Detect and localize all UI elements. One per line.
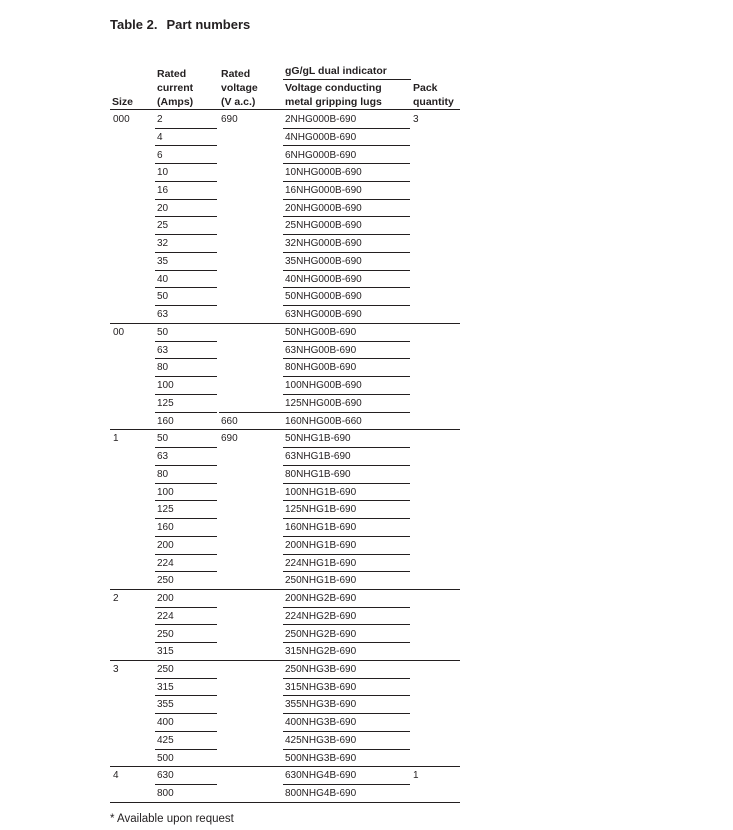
cell-rated-current: 63 xyxy=(157,451,169,463)
cell-part-number: 125NHG1B-690 xyxy=(285,504,357,516)
cell-part-number: 63NHG000B-690 xyxy=(285,309,362,321)
header-indicator-group xyxy=(285,64,387,78)
cell-rated-current: 80 xyxy=(157,468,169,480)
cell-rated-current: 35 xyxy=(157,255,169,267)
cell-part-number: 50NHG1B-690 xyxy=(285,433,351,445)
cell-rated-current: 160 xyxy=(157,522,174,533)
row-rule-current xyxy=(155,624,217,625)
row-rule-part xyxy=(283,465,410,466)
row-rule-current xyxy=(155,252,217,253)
footnote: * Available upon request xyxy=(110,813,234,825)
header-part-number xyxy=(285,81,382,109)
cell-part-number: 315NHG2B-690 xyxy=(285,646,357,658)
header-rated-current-line: (Amps) xyxy=(157,96,194,108)
header-rated-current-line: Rated xyxy=(157,68,187,80)
row-rule-part xyxy=(283,341,410,342)
cell-rated-current: 6 xyxy=(157,149,163,161)
row-rule-current xyxy=(155,678,217,679)
header-part-number-line: metal gripping lugs xyxy=(285,96,382,108)
cell-part-number: 80NHG1B-690 xyxy=(285,468,351,480)
row-rule-part xyxy=(283,571,410,572)
cell-part-number: 160NHG00B-660 xyxy=(285,415,362,427)
cell-rated-voltage: 690 xyxy=(221,114,238,125)
row-rule-part xyxy=(283,412,410,413)
row-rule-current xyxy=(155,376,217,377)
cell-rated-current: 250 xyxy=(157,575,174,587)
row-rule-current xyxy=(155,784,217,785)
header-rated-current xyxy=(157,67,193,109)
cell-rated-voltage: 660 xyxy=(221,415,238,427)
cell-rated-current: 2 xyxy=(157,114,163,125)
group-separator-rule xyxy=(110,766,283,767)
row-rule-part xyxy=(283,678,410,679)
cell-part-number: 400NHG3B-690 xyxy=(285,717,357,729)
row-rule-part xyxy=(283,305,410,306)
cell-part-number: 250NHG3B-690 xyxy=(285,663,357,675)
cell-rated-current: 100 xyxy=(157,380,174,392)
cell-rated-current: 63 xyxy=(157,344,169,356)
row-rule-current xyxy=(155,607,217,608)
header-bottom-rule xyxy=(110,109,460,110)
cell-rated-current: 315 xyxy=(157,646,174,658)
row-rule-current xyxy=(155,483,217,484)
row-rule-part xyxy=(283,287,410,288)
cell-part-number: 630NHG4B-690 xyxy=(285,770,357,782)
header-rated-voltage-line: Rated xyxy=(221,68,251,80)
header-pack-quantity-line: Pack xyxy=(413,82,438,94)
cell-size: 4 xyxy=(113,770,119,782)
row-rule-current xyxy=(155,500,217,501)
row-rule-current xyxy=(155,518,217,519)
cell-part-number: 16NHG000B-690 xyxy=(285,185,362,196)
cell-rated-current: 50 xyxy=(157,326,169,338)
row-rule-part xyxy=(283,784,410,785)
table-caption: Part numbers xyxy=(166,17,251,32)
header-size xyxy=(112,95,133,109)
row-rule-current xyxy=(155,642,217,643)
header-part-number-line: Voltage conducting xyxy=(285,82,382,94)
row-rule-part xyxy=(283,128,410,129)
cell-part-number: 100NHG00B-690 xyxy=(285,380,362,392)
cell-rated-current: 4 xyxy=(157,131,163,143)
row-rule-current xyxy=(155,287,217,288)
cell-part-number: 50NHG00B-690 xyxy=(285,326,357,338)
cell-part-number: 25NHG000B-690 xyxy=(285,220,362,232)
cell-rated-current: 63 xyxy=(157,309,169,321)
cell-rated-current: 224 xyxy=(157,557,174,569)
cell-part-number: 250NHG1B-690 xyxy=(285,575,357,587)
row-rule-current xyxy=(155,394,217,395)
group-separator-rule xyxy=(110,429,460,430)
cell-part-number: 63NHG00B-690 xyxy=(285,344,357,356)
cell-pack-quantity: 1 xyxy=(413,770,419,782)
row-rule-voltage xyxy=(219,412,283,413)
header-size-label: Size xyxy=(112,96,134,108)
cell-rated-current: 250 xyxy=(157,663,174,675)
cell-rated-current: 32 xyxy=(157,238,169,250)
row-rule-current xyxy=(155,305,217,306)
row-rule-current xyxy=(155,554,217,555)
cell-rated-current: 100 xyxy=(157,486,174,498)
cell-rated-current: 25 xyxy=(157,220,169,232)
cell-part-number: 6NHG000B-690 xyxy=(285,149,357,161)
cell-size: 00 xyxy=(113,326,125,338)
cell-rated-current: 355 xyxy=(157,699,174,711)
cell-part-number: 32NHG000B-690 xyxy=(285,238,362,250)
group-separator-rule xyxy=(110,660,460,661)
row-rule-part xyxy=(283,554,410,555)
cell-rated-current: 315 xyxy=(157,681,174,693)
row-rule-part xyxy=(283,145,410,146)
cell-part-number: 50NHG000B-690 xyxy=(285,291,362,303)
cell-part-number: 35NHG000B-690 xyxy=(285,255,362,267)
cell-size: 3 xyxy=(113,663,119,675)
row-rule-part xyxy=(283,731,410,732)
header-group-rule xyxy=(283,79,411,80)
row-rule-current xyxy=(155,145,217,146)
group-separator-rule xyxy=(283,766,460,767)
cell-rated-current: 16 xyxy=(157,185,169,196)
row-rule-current xyxy=(155,163,217,164)
cell-part-number: 425NHG3B-690 xyxy=(285,734,357,746)
row-rule-part xyxy=(283,358,410,359)
cell-rated-current: 224 xyxy=(157,610,174,622)
row-rule-part xyxy=(283,642,410,643)
row-rule-part xyxy=(283,394,410,395)
cell-size: 000 xyxy=(113,114,130,125)
row-rule-part xyxy=(283,500,410,501)
row-rule-part xyxy=(283,695,410,696)
cell-rated-current: 250 xyxy=(157,628,174,640)
row-rule-part xyxy=(283,216,410,217)
cell-part-number: 200NHG2B-690 xyxy=(285,593,357,604)
cell-size: 2 xyxy=(113,593,119,604)
cell-size: 1 xyxy=(113,433,119,445)
header-pack-quantity-line: quantity xyxy=(413,96,454,108)
row-rule-part xyxy=(283,483,410,484)
cell-rated-voltage: 690 xyxy=(221,433,238,445)
cell-rated-current: 40 xyxy=(157,273,169,285)
cell-part-number: 224NHG1B-690 xyxy=(285,557,357,569)
cell-part-number: 100NHG1B-690 xyxy=(285,486,357,498)
cell-part-number: 224NHG2B-690 xyxy=(285,610,357,622)
cell-part-number: 800NHG4B-690 xyxy=(285,788,357,800)
table-bottom-rule xyxy=(110,802,460,803)
row-rule-current xyxy=(155,713,217,714)
cell-rated-current: 10 xyxy=(157,167,169,179)
cell-part-number: 2NHG000B-690 xyxy=(285,114,357,125)
row-rule-current xyxy=(155,358,217,359)
cell-rated-current: 500 xyxy=(157,752,174,764)
row-rule-part xyxy=(283,181,410,182)
row-rule-part xyxy=(283,163,410,164)
row-rule-current xyxy=(155,216,217,217)
group-separator-rule xyxy=(110,323,460,324)
row-rule-current xyxy=(155,571,217,572)
row-rule-part xyxy=(283,607,410,608)
header-pack-quantity xyxy=(413,81,454,109)
cell-part-number: 80NHG00B-690 xyxy=(285,362,357,374)
cell-part-number: 63NHG1B-690 xyxy=(285,451,351,463)
cell-rated-current: 50 xyxy=(157,433,169,445)
row-rule-part xyxy=(283,234,410,235)
cell-pack-quantity: 3 xyxy=(413,114,419,125)
row-rule-current xyxy=(155,465,217,466)
cell-part-number: 10NHG000B-690 xyxy=(285,167,362,179)
cell-part-number: 500NHG3B-690 xyxy=(285,752,357,764)
row-rule-part xyxy=(283,749,410,750)
cell-part-number: 20NHG000B-690 xyxy=(285,202,362,214)
row-rule-current xyxy=(155,199,217,200)
row-rule-current xyxy=(155,447,217,448)
cell-rated-current: 400 xyxy=(157,717,174,729)
row-rule-part xyxy=(283,270,410,271)
cell-rated-current: 125 xyxy=(157,504,174,516)
row-rule-part xyxy=(283,624,410,625)
cell-rated-current: 160 xyxy=(157,415,174,427)
table-number: Table 2. xyxy=(110,17,158,32)
row-rule-part xyxy=(283,199,410,200)
cell-rated-current: 50 xyxy=(157,291,169,303)
row-rule-current xyxy=(155,234,217,235)
row-rule-current xyxy=(155,270,217,271)
cell-part-number: 315NHG3B-690 xyxy=(285,681,357,693)
cell-rated-current: 125 xyxy=(157,397,174,409)
row-rule-part xyxy=(283,713,410,714)
row-rule-current xyxy=(155,128,217,129)
row-rule-current xyxy=(155,536,217,537)
row-rule-current xyxy=(155,731,217,732)
header-rated-current-line: current xyxy=(157,82,194,94)
cell-rated-current: 20 xyxy=(157,202,169,214)
row-rule-part xyxy=(283,376,410,377)
row-rule-current xyxy=(155,749,217,750)
cell-part-number: 4NHG000B-690 xyxy=(285,131,357,143)
cell-part-number: 250NHG2B-690 xyxy=(285,628,357,640)
row-rule-part xyxy=(283,252,410,253)
table-title xyxy=(110,17,250,32)
header-rated-voltage xyxy=(221,67,258,109)
row-rule-current xyxy=(155,341,217,342)
cell-part-number: 355NHG3B-690 xyxy=(285,699,357,711)
row-rule-part xyxy=(283,518,410,519)
cell-part-number: 125NHG00B-690 xyxy=(285,397,362,409)
header-rated-voltage-line: voltage xyxy=(221,82,258,94)
cell-part-number: 160NHG1B-690 xyxy=(285,522,357,533)
cell-rated-current: 630 xyxy=(157,770,174,782)
row-rule-current xyxy=(155,695,217,696)
row-rule-part xyxy=(283,536,410,537)
cell-part-number: 40NHG000B-690 xyxy=(285,273,362,285)
cell-rated-current: 80 xyxy=(157,362,169,374)
cell-rated-current: 800 xyxy=(157,788,174,800)
header-rated-voltage-line: (V a.c.) xyxy=(221,96,256,108)
row-rule-current xyxy=(155,181,217,182)
cell-rated-current: 200 xyxy=(157,539,174,551)
cell-part-number: 200NHG1B-690 xyxy=(285,539,357,551)
header-indicator-group-label: gG/gL dual indicator xyxy=(285,65,387,77)
cell-rated-current: 425 xyxy=(157,734,174,746)
row-rule-part xyxy=(283,447,410,448)
row-rule-current xyxy=(155,412,217,413)
group-separator-rule xyxy=(110,589,460,590)
cell-rated-current: 200 xyxy=(157,593,174,604)
